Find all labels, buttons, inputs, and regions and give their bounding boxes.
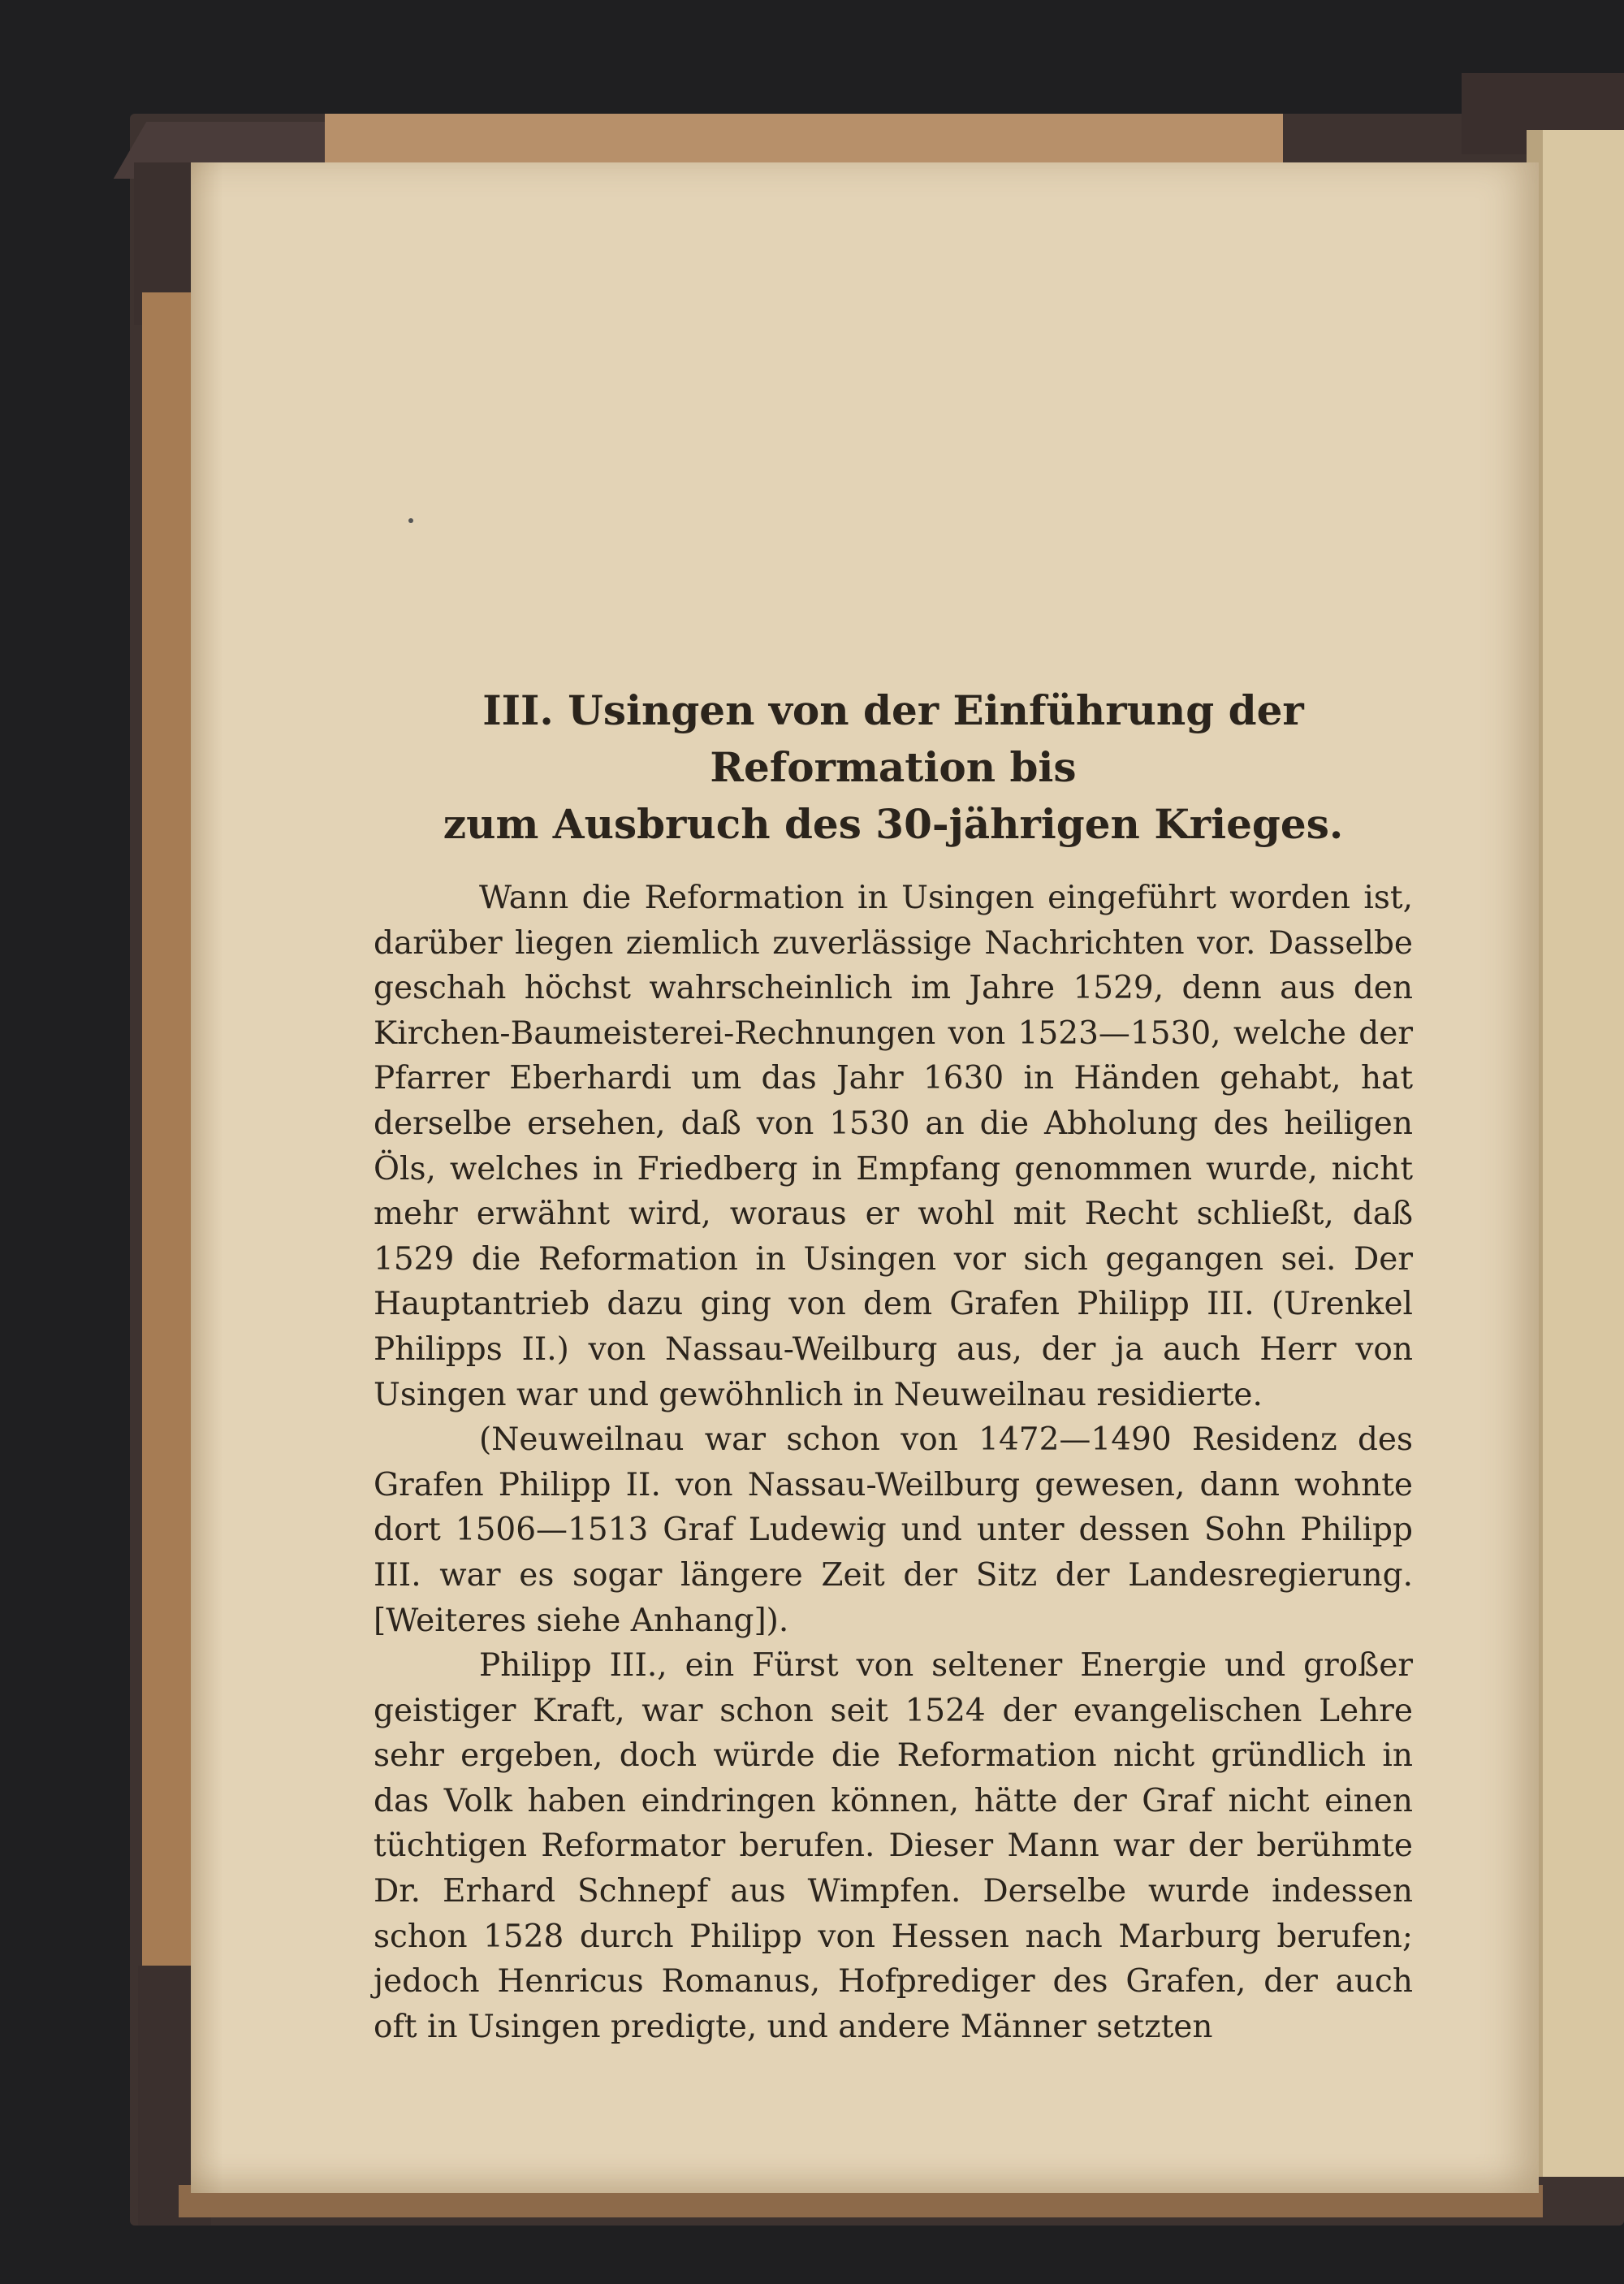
cover-cardboard-edge <box>325 114 1283 162</box>
cover-cardboard-left <box>142 292 191 1998</box>
paragraph-1: Wann die Reformation in Usingen eingeführt worden ist, darüber liegen ziemlich zuverlässige Nachrichten vor. Dasselbe geschah höchst wahrscheinlich im Jahre 1529, denn aus den Kirchen-Baumeisterei-Rechnungen von 1523—1530, welche der Pfarrer Eberhardi um das Jahr 1630 in Händen gehabt, hat derselbe ersehen, daß von 1530 an die Abholung des heiligen Öls, welches in Friedberg in Empfang genommen wurde, nicht mehr erwähnt wird, woraus er wohl mit Recht schließt, daß 1529 die Reformation in Usingen vor sich gegangen sei. Der Hauptantrieb dazu ging von dem Grafen Philipp III. (Urenkel Philipps II.) von Nassau-Weilburg aus, der ja auch Herr von Usingen war und gewöhnlich in Neuweilnau residierte. <box>374 880 1413 1413</box>
paragraph-2: (Neuweilnau war schon von 1472—1490 Residenz des Grafen Philipp II. von Nassau-Weilburg gewesen, dann wohnte dort 1506—1513 Graf Ludewig und unter dessen Sohn Philipp III. war es sogar längere Zeit der Sitz der Landesregierung. [Weiteres siehe Anhang]). <box>374 1421 1413 1639</box>
chapter-heading <box>374 682 1413 853</box>
chapter-heading-line-2: zum Ausbruch des 30-jährigen Krieges. <box>443 800 1344 848</box>
chapter-heading-line-1: III. Usingen von der Einführung der Reformation bis <box>482 686 1304 791</box>
page-text-block <box>374 682 1413 2049</box>
ink-spot <box>408 518 413 523</box>
page-shadow <box>191 162 223 2193</box>
paragraph-3: Philipp III., ein Fürst von seltener Energie und großer geistiger Kraft, war schon seit 1524 der evangelischen Lehre sehr ergeben, doch würde die Reformation nicht gründlich in das Volk haben eindringen können, hätte der Graf nicht einen tüchtigen Reformator berufen. Dieser Mann war der berühmte Dr. Erhard Schnepf aus Wimpfen. Derselbe wurde indessen schon 1528 durch Philipp von Hessen nach Marburg berufen; jedoch Henricus Romanus, Hofprediger des Grafen, der auch oft in Usingen predigte, und andere Männer setzten <box>374 1647 1413 2045</box>
